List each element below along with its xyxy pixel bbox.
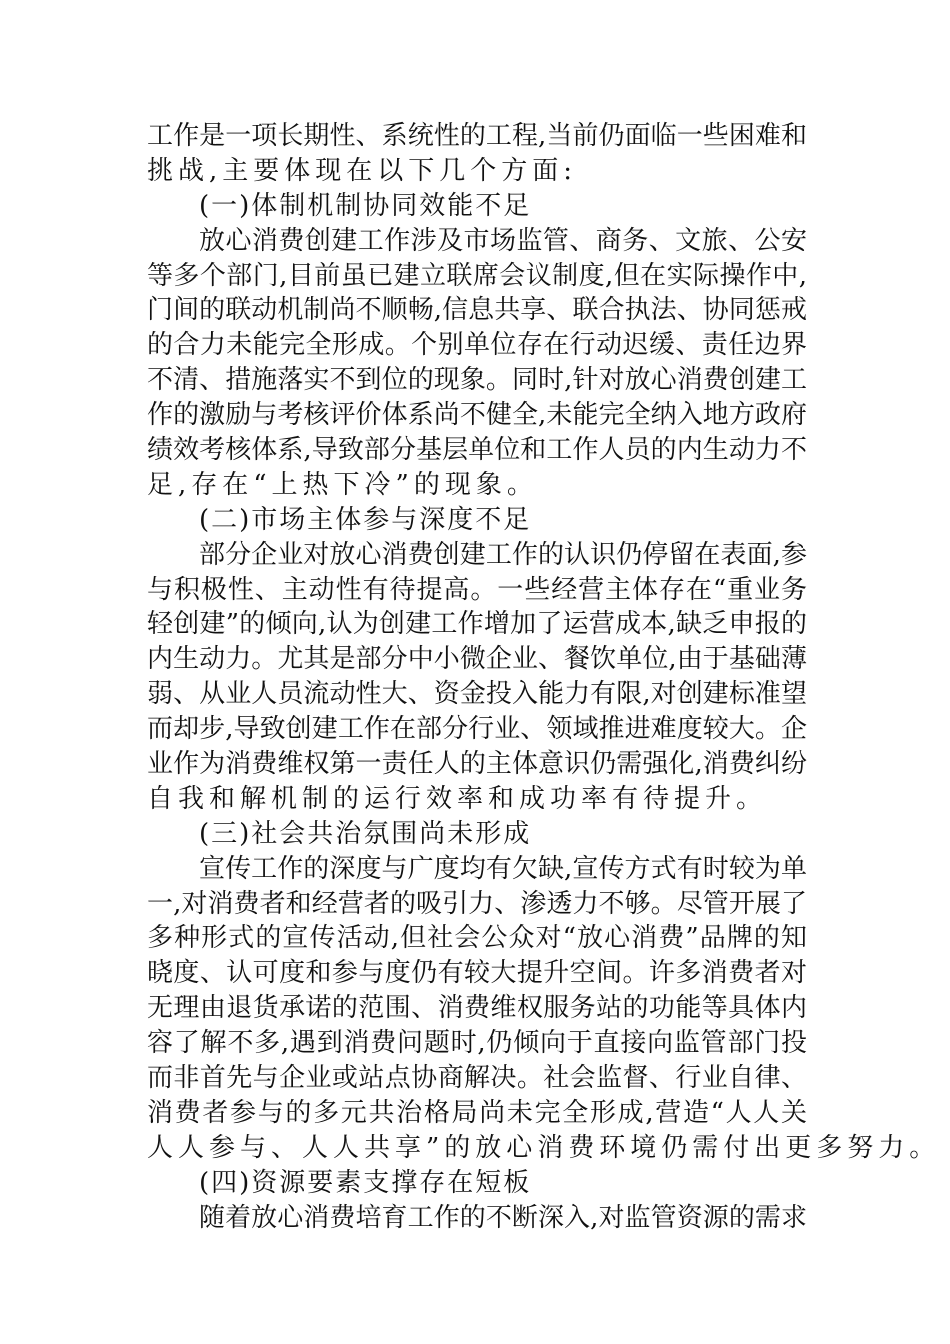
section-heading [147,1166,807,1201]
text-line: 宣传工作的深度与广度均有欠缺,宣传方式有时较为单 [199,853,807,884]
text-line: 多种形式的宣传活动,但社会公众对“放心消费”品牌的知 [147,923,807,954]
text-line: 门间的联动机制尚不顺畅,信息共享、联合执法、协同惩戒 [147,295,807,326]
text-line: 作的激励与考核评价体系尚不健全,未能完全纳入地方政府 [147,400,807,431]
text-line: 工作是一项长期性、系统性的工程,当前仍面临一些困难和 [147,121,807,151]
text-line: 挑战,主要体现在以下几个方面: [147,155,578,186]
paragraph [147,224,807,503]
document-page [147,119,941,1236]
text-line: 容了解不多,遇到消费问题时,仍倾向于直接向监管部门投 [147,1028,807,1059]
text-line: 一,对消费者和经营者的吸引力、渗透力不够。尽管开展了 [147,888,807,919]
text-line: 而却步,导致创建工作在部分行业、领域推进难度较大。企 [147,714,807,745]
text-line: 放心消费创建工作涉及市场监管、商务、文旅、公安 [199,225,807,256]
section-heading [147,817,807,852]
paragraph [147,538,807,817]
text-line: 不清、措施落实不到位的现象。同时,针对放心消费创建工 [147,365,807,396]
text-line: 与积极性、主动性有待提高。一些经营主体存在“重业务 [147,574,807,605]
text-line: 部分企业对放心消费创建工作的认识仍停留在表面,参 [199,539,807,570]
text-line: 无理由退货承诺的范围、消费维权服务站的功能等具体内 [147,993,807,1024]
paragraph [147,852,941,1166]
text-line: 内生动力。尤其是部分中小微企业、餐饮单位,由于基础薄 [147,644,807,675]
section-heading [147,189,807,224]
text-line: 随着放心消费培育工作的不断深入,对监管资源的需求 [199,1202,807,1233]
text-line: 的合力未能完全形成。个别单位存在行动迟缓、责任边界 [147,330,807,361]
text-line: 而非首先与企业或站点协商解决。社会监督、行业自律、 [147,1063,807,1094]
text-line: 晓度、认可度和参与度仍有较大提升空间。许多消费者对 [147,958,807,989]
text-line: 自我和解机制的运行效率和成功率有待提升。 [147,783,768,814]
paragraph [147,1201,807,1236]
paragraph [147,119,807,189]
heading-text: (三)社会共治氛围尚未形成 [199,818,532,849]
text-line: 绩效考核体系,导致部分基层单位和工作人员的内生动力不 [147,435,807,466]
heading-text: (二)市场主体参与深度不足 [199,504,532,535]
text-line: 业作为消费维权第一责任人的主体意识仍需强化,消费纠纷 [147,749,807,780]
text-line: 轻创建”的倾向,认为创建工作增加了运营成本,缺乏申报的 [147,609,807,640]
text-line: 等多个部门,目前虽已建立联席会议制度,但在实际操作中, [147,260,807,291]
text-line: 弱、从业人员流动性大、资金投入能力有限,对创建标准望 [147,679,807,710]
heading-text: (四)资源要素支撑存在短板 [199,1167,532,1198]
text-line: 足,存在“上热下冷”的现象。 [147,469,538,500]
heading-text: (一)体制机制协同效能不足 [199,190,532,221]
text-line: 人人参与、人人共享”的放心消费环境仍需付出更多努力。 [147,1132,941,1163]
section-heading [147,503,807,538]
text-line: 消费者参与的多元共治格局尚未完全形成,营造“人人关 [147,1097,807,1128]
